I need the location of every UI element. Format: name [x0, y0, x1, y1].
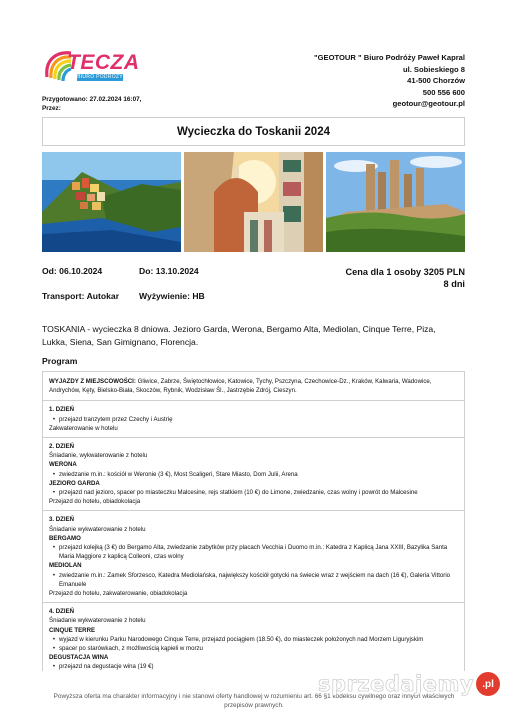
san-gimignano-towers-photo[interactable]	[326, 152, 465, 252]
day-heading: 4. DZIEŃ	[49, 608, 75, 616]
list-item: • zwiedzanie m.in.: kościół w Weronie (3 €), Most Scaligeri, Stare Miasto, Dom Julii, Arena	[52, 470, 298, 478]
company-street: ul. Sobieskiego 8	[402, 64, 465, 74]
prepared-info	[42, 95, 141, 113]
day-note: Przejazd do hotelu, zakwaterowanie, obiadokolacja	[49, 590, 188, 598]
company-address	[314, 52, 465, 110]
price-per-person: Cena dla 1 osoby 3205 PLN	[345, 267, 465, 277]
company-city: 41-500 Chorzów	[407, 76, 465, 86]
day-heading: 1. DZIEŃ	[49, 406, 75, 414]
list-item: • wyjazd w kierunku Parku Narodowego Cinque Terre, przejazd pociągiem (18.50 €), do miasteczek położonych nad Morzem Liguryjskim	[52, 635, 424, 643]
program-day-3	[42, 511, 465, 603]
program-day-4	[42, 603, 465, 671]
list-item: • przejazd tranzytem przez Czechy i Austrię	[52, 415, 173, 423]
departures-cell	[42, 372, 465, 401]
offer-title-box	[42, 117, 465, 146]
coastal-village-photo[interactable]	[42, 152, 181, 252]
florence-cathedral-photo[interactable]	[184, 152, 323, 252]
meals-info: Wyżywienie: HB	[139, 291, 205, 301]
day-note: Przejazd do hotelu, obiadokolacja	[49, 498, 141, 506]
trip-description: TOSKANIA - wycieczka 8 dniowa. Jezioro Garda, Werona, Bergamo Alta, Mediolan, Cinque Terre, Piza, Lukka, Siena, San Gimignano, Florencja.	[42, 324, 436, 347]
day-note: Zakwaterowanie w hotelu	[49, 424, 118, 432]
place-heading: CINQUE TERRE	[49, 626, 96, 634]
list-item: • zwiedzanie m.in.: Zamek Sforzesco, Katedra Mediolańska, największy kościół gotycki na świecie wraz z wejściem na dach (16 €), Galeria Vittorio Emanuele	[52, 571, 451, 588]
list-item: • spacer po starówkach, z możliwością kąpieli w morzu	[52, 645, 203, 653]
program-heading: Program	[42, 356, 78, 366]
place-heading: BERGAMO	[49, 534, 81, 542]
day-note: Śniadanie wykwaterowanie z hotelu	[49, 525, 146, 533]
company-phone: 500 556 600	[422, 87, 465, 97]
place-heading: DEGUSTACJA WINA	[49, 654, 109, 662]
list-item: • przejazd kolejką (3 €) do Bergamo Alta, zwiedzanie zabytków przy placach Vecchia i Duomo m.in.: Katedra z Kaplicą Jana XXIII, Bazylika Santa Maria Maggiore z kaplicą Colleoni, czas wolny	[52, 544, 448, 561]
company-name: "GEOTOUR " Biuro Podróży Paweł Kapral	[314, 53, 465, 62]
date-from: Od: 06.10.2024	[42, 266, 103, 276]
prepared-by: Przez:	[42, 105, 61, 112]
day-note: Śniadanie, wykwaterowanie z hotelu	[49, 452, 148, 460]
transport-info: Transport: Autokar	[42, 291, 120, 301]
trip-length: 8 dni	[443, 279, 465, 289]
day-heading: 3. DZIEŃ	[49, 516, 75, 524]
departures-list: Gliwice, Zabrze, Świętochłowice, Katowice, Tychy, Pszczyna, Czechowice-Dz., Kraków, Kalwaria, Wadowice, Andrychów, Kęty, Bielsko-Biała, Skoczów, Rybnik, Wodzisław Śl., Jastrzębie Zdrój, Cieszyn.	[49, 378, 432, 395]
watermark-badge: .pl	[476, 672, 500, 696]
offer-title: Wycieczka do Toskanii 2024	[177, 125, 330, 138]
price-block	[346, 266, 465, 290]
logo-text: TECZA	[67, 51, 140, 74]
list-item: • przejazd nad jezioro, spacer po miasteczku Malcesine, rejs statkiem (10 €) do Limone, zwiedzanie, czas wolny i powrót do Malcesine	[52, 489, 418, 497]
program-table	[42, 371, 465, 671]
photo-strip	[42, 152, 465, 252]
watermark-text: sprzedajemy	[318, 672, 475, 696]
logo-subtitle: BIURO PODRÓŻY	[77, 74, 123, 80]
place-heading: JEZIORO GARDA	[49, 479, 100, 487]
program-day-1	[42, 401, 465, 438]
day-note: Śniadanie wykwaterowanie z hotelu	[49, 617, 146, 625]
legal-footer: Powyższa oferta ma charakter informacyjny i nie stanowi oferty handlowej w rozumieniu art. 66 §1 kodeksu cywilnego oraz innych właściwych przepisów prawnych.	[53, 693, 455, 709]
prepared-date: Przygotowano: 27.02.2024 16:07,	[42, 96, 142, 103]
place-heading: MEDIOLAN	[49, 562, 82, 570]
sprzedajemy-watermark	[318, 670, 500, 698]
departures-label: WYJAZDY Z MIEJSCOWOŚCI:	[49, 378, 136, 385]
place-heading: WERONA	[49, 461, 77, 469]
tecza-logo	[41, 47, 140, 87]
company-email: geotour@geotour.pl	[392, 99, 465, 109]
list-item: • przejazd na degustacje wina (19 €)	[52, 663, 154, 671]
day-heading: 2. DZIEŃ	[49, 443, 75, 451]
program-day-2	[42, 438, 465, 511]
date-to: Do: 13.10.2024	[139, 266, 199, 276]
